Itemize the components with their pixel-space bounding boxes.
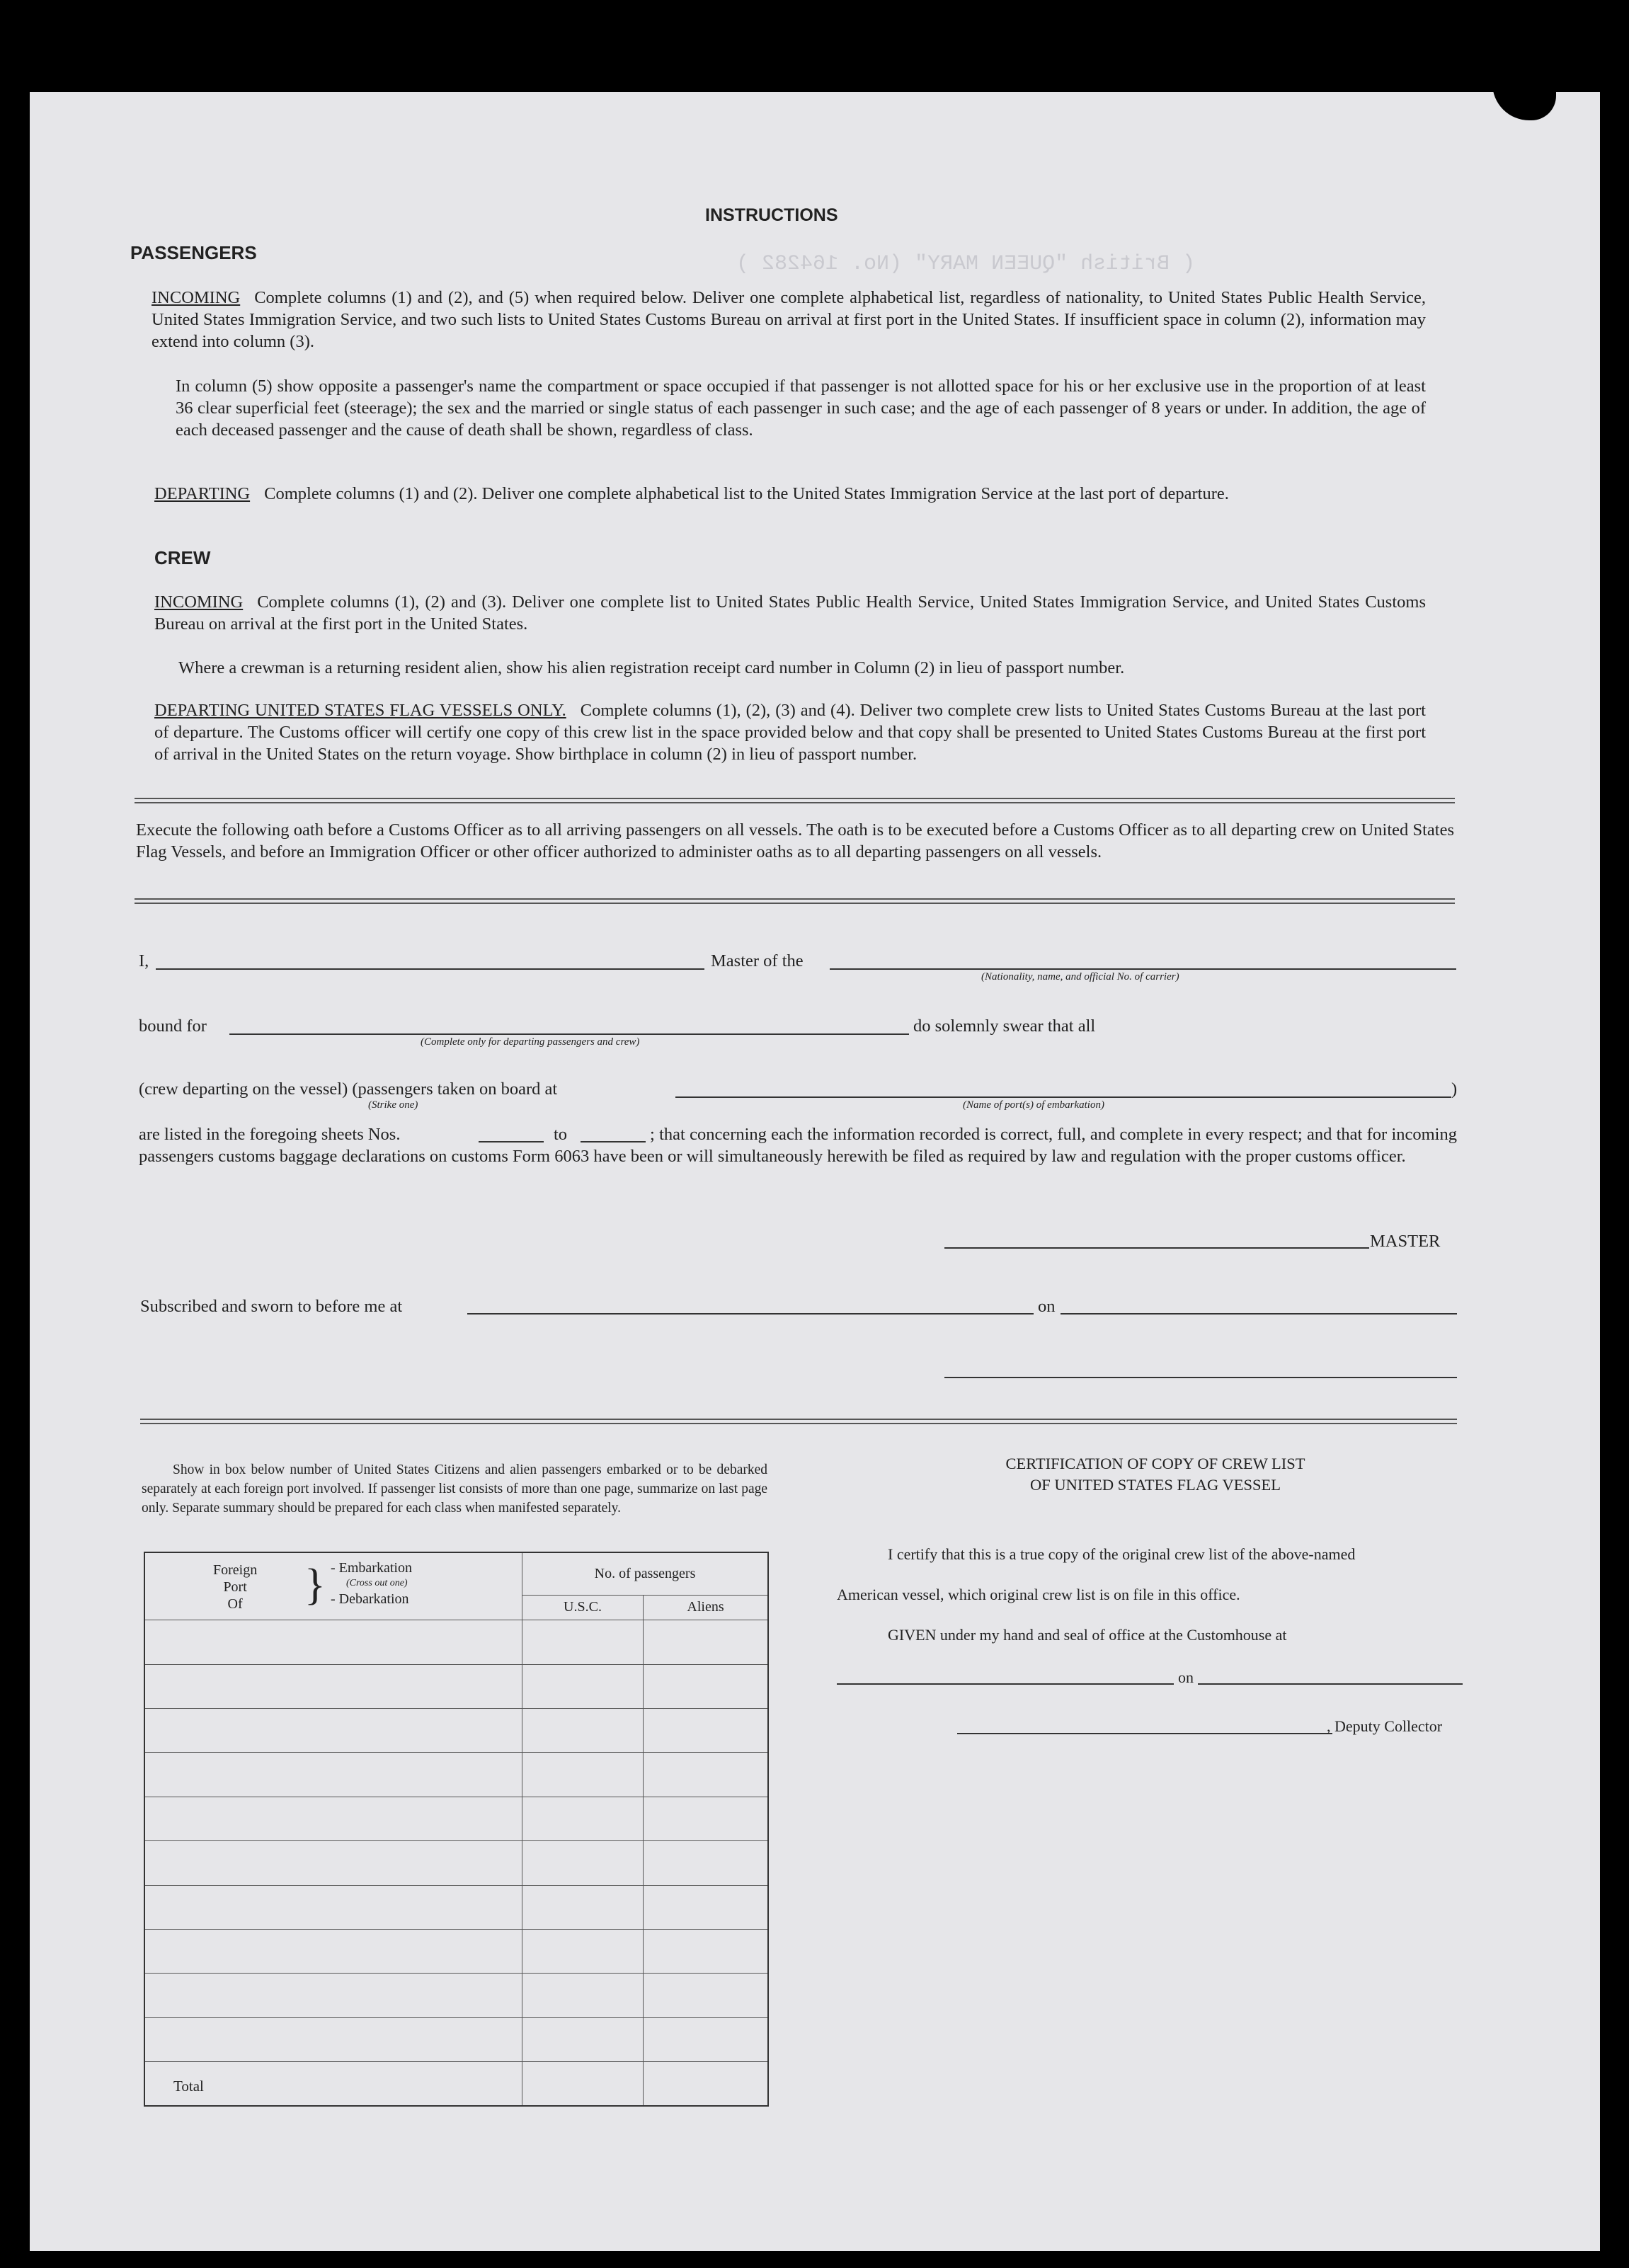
usc-cell[interactable] [522,1664,644,1708]
total-row [144,2062,768,2106]
crew-returning-resident-text: Where a crewman is a returning resident alien, show his alien registration receipt card number in Column (2) in lieu of passport number. [178,658,1125,677]
aliens-cell[interactable] [644,1708,769,1752]
close-paren: ) [1451,1079,1458,1099]
usc-cell[interactable] [522,1885,644,1929]
crew-departing-text: Complete columns (1), (2), (3) and (4). Deliver two complete crew lists to United States Customs Bureau at the last port of departure. The Customs officer will certify one copy of this crew list in the space provided below and that copy shall be presented to United States Customs Bureau at the first port of arrival in the United States on the return voyage. Show birthplace in column (2) in lieu of passport number. [154,701,1426,764]
port-cell[interactable] [144,2017,522,2061]
usc-cell[interactable] [522,1753,644,1797]
crew-passengers-label: (crew departing on the vessel) (passengers taken on board at [139,1079,558,1099]
debarkation-option[interactable]: - Debarkation [331,1591,409,1607]
certification-on-label: on [1178,1668,1194,1686]
usc-cell[interactable] [522,2017,644,2061]
aliens-cell[interactable] [644,1753,769,1797]
certification-date-field[interactable] [1198,1683,1463,1685]
no-of-passengers-header: No. of passengers [522,1552,769,1595]
master-name-field[interactable] [156,968,704,970]
usc-header: U.S.C. [522,1595,644,1620]
port-cell[interactable] [144,1620,522,1664]
customhouse-field[interactable] [837,1683,1174,1685]
master-signature-field[interactable] [944,1247,1369,1249]
table-row [144,1841,768,1885]
crew-incoming-label: INCOMING [154,592,244,612]
usc-total-cell[interactable] [522,2062,644,2106]
crew-departing-label: DEPARTING UNITED STATES FLAG VESSELS ONLY. [154,701,566,720]
ports-note: (Name of port(s) of embarkation) [963,1099,1104,1111]
usc-cell[interactable] [522,1841,644,1885]
table-row [144,1708,768,1752]
usc-cell[interactable] [522,1974,644,2017]
crew-heading: CREW [154,547,211,568]
aliens-header: Aliens [644,1595,769,1620]
strike-one-note: (Strike one) [368,1099,418,1111]
complete-only-note: (Complete only for departing passengers and crew) [421,1036,640,1048]
oath-instructions: Execute the following oath before a Customs Officer as to all arriving passengers on all vessels. The oath is to be executed before a Customs Officer as to all departing crew on United States Flag Vessels, and before an Immigration Officer or other officer authorized to administer oaths as to all departing passengers on all vessels. [136,820,1454,861]
certification-title [872,1453,1439,1496]
summary-instructions: Show in box below number of United States Citizens and alien passengers embarked or to be debarked separately at each foreign port involved. If passenger list consists of more than one page, summarize on last page only. Separate summary should be prepared for each class when manifested separately. [142,1462,767,1516]
carrier-field[interactable] [830,968,1456,970]
oath-declaration-text: ; that concerning each the information recorded is correct, full, and complete in every respect; and that for incoming passengers customs baggage declarations on customs Form 6063 have been or will simultaneously herewith be filed as required by law and regulation with the proper customs officer. [139,1125,1457,1166]
port-cell[interactable] [144,1841,522,1885]
certification-title-line2: OF UNITED STATES FLAG VESSEL [1029,1476,1281,1494]
certification-text-2: American vessel, which original crew list is on file in this office. [837,1586,1240,1603]
aliens-cell[interactable] [644,1664,769,1708]
table-row [144,1974,768,2017]
port-cell[interactable] [144,1797,522,1840]
swear-label: do solemnly swear that all [913,1016,1096,1036]
passengers-incoming-text: Complete columns (1) and (2), and (5) when required below. Deliver one complete alphabetical list, regardless of nationality, to United States Public Health Service, United States Immigration Service, and two such lists to United States Customs Bureau on arrival at first port in the United States. If insufficient space in column (2), information may extend into column (3). [152,288,1426,351]
aliens-cell[interactable] [644,1797,769,1840]
divider-rule [135,898,1455,900]
passengers-departing-instruction [154,483,1426,505]
foreign-label: Foreign [213,1562,258,1578]
certification-text-3: GIVEN under my hand and seal of office at the Customhouse at [888,1626,1287,1644]
port-cell[interactable] [144,1664,522,1708]
port-cell[interactable] [144,1929,522,1973]
usc-cell[interactable] [522,1620,644,1664]
port-cell[interactable] [144,1885,522,1929]
table-row [144,1885,768,1929]
brace-icon: } [304,1561,326,1609]
divider-rule [140,1423,1457,1424]
passengers-departing-text: Complete columns (1) and (2). Deliver one complete alphabetical list to the United States Immigration Service at the last port of departure. [264,484,1229,503]
aliens-cell[interactable] [644,1974,769,2017]
aliens-cell[interactable] [644,1841,769,1885]
embarkation-ports-field[interactable] [675,1096,1451,1098]
bleed-through-text: ( British "QUEEN MARY" (No. 164282 ) [736,252,1196,276]
bound-for-label: bound for [139,1016,207,1036]
sheets-label: are listed in the foregoing sheets Nos. [139,1125,401,1144]
aliens-cell[interactable] [644,2017,769,2061]
on-label: on [1038,1297,1056,1316]
port-cell[interactable] [144,1708,522,1752]
passengers-incoming-instruction [152,287,1426,353]
aliens-total-cell[interactable] [644,2062,769,2106]
passengers-departing-label: DEPARTING [154,484,251,503]
to-label: to [554,1125,568,1144]
passengers-heading: PASSENGERS [130,242,257,263]
page-title: INSTRUCTIONS [705,205,838,225]
deputy-signature-field[interactable] [957,1733,1332,1734]
table-row [144,1620,768,1664]
table-row [144,1797,768,1840]
embarkation-option[interactable]: - Embarkation [331,1560,412,1576]
port-cell[interactable] [144,1753,522,1797]
divider-rule [135,802,1455,803]
master-label: MASTER [1370,1232,1441,1251]
sworn-place-field[interactable] [467,1313,1034,1315]
aliens-cell[interactable] [644,1620,769,1664]
of-label: Of [227,1596,243,1612]
port-label: Port [223,1579,247,1595]
crew-departing-instruction [154,699,1426,765]
certification-text-1: I certify that this is a true copy of the original crew list of the above-named [888,1545,1356,1563]
table-row [144,1753,768,1797]
certification-title-line1: CERTIFICATION OF COPY OF CREW LIST [1005,1455,1305,1472]
usc-cell[interactable] [522,1797,644,1840]
subscribed-label: Subscribed and sworn to before me at [140,1297,403,1316]
cross-out-note: (Cross out one) [346,1578,408,1588]
sworn-date-field[interactable] [1061,1313,1457,1315]
aliens-cell[interactable] [644,1885,769,1929]
officer-signature-field[interactable] [944,1377,1457,1378]
crew-incoming-text: Complete columns (1), (2) and (3). Deliver one complete list to United States Public Health Service, United States Immigration Service, and United States Customs Bureau on arrival at the first port in the United States. [154,592,1426,634]
divider-rule [140,1419,1457,1420]
aliens-cell[interactable] [644,1929,769,1973]
deputy-collector-label: , Deputy Collector [1327,1717,1443,1735]
bound-for-field[interactable] [229,1033,909,1035]
usc-cell[interactable] [522,1708,644,1752]
passengers-incoming-label: INCOMING [152,288,241,307]
table-row [144,1929,768,1973]
passenger-summary-table [144,1552,769,2107]
total-label: Total [144,2062,522,2106]
oath-i-label: I, [139,951,149,970]
master-of-label: Master of the [711,951,804,970]
usc-cell[interactable] [522,1929,644,1973]
table-row [144,1664,768,1708]
table-row [144,2017,768,2061]
carrier-note: (Nationality, name, and official No. of carrier) [981,971,1179,983]
port-cell[interactable] [144,1974,522,2017]
divider-rule [135,903,1455,904]
crew-incoming-instruction [154,591,1426,635]
port-header [144,1552,522,1620]
divider-rule [135,798,1455,799]
passengers-incoming-column5-text: In column (5) show opposite a passenger's name the compartment or space occupied if that passenger is not allotted space for his or her exclusive use in the proportion of at least 36 clear superficial feet (steerage); the sex and the married or single status of each passenger in such case; and the age of each passenger of 8 years or under. In addition, the age of each deceased passenger and the cause of death shall be shown, regardless of class. [176,377,1426,440]
